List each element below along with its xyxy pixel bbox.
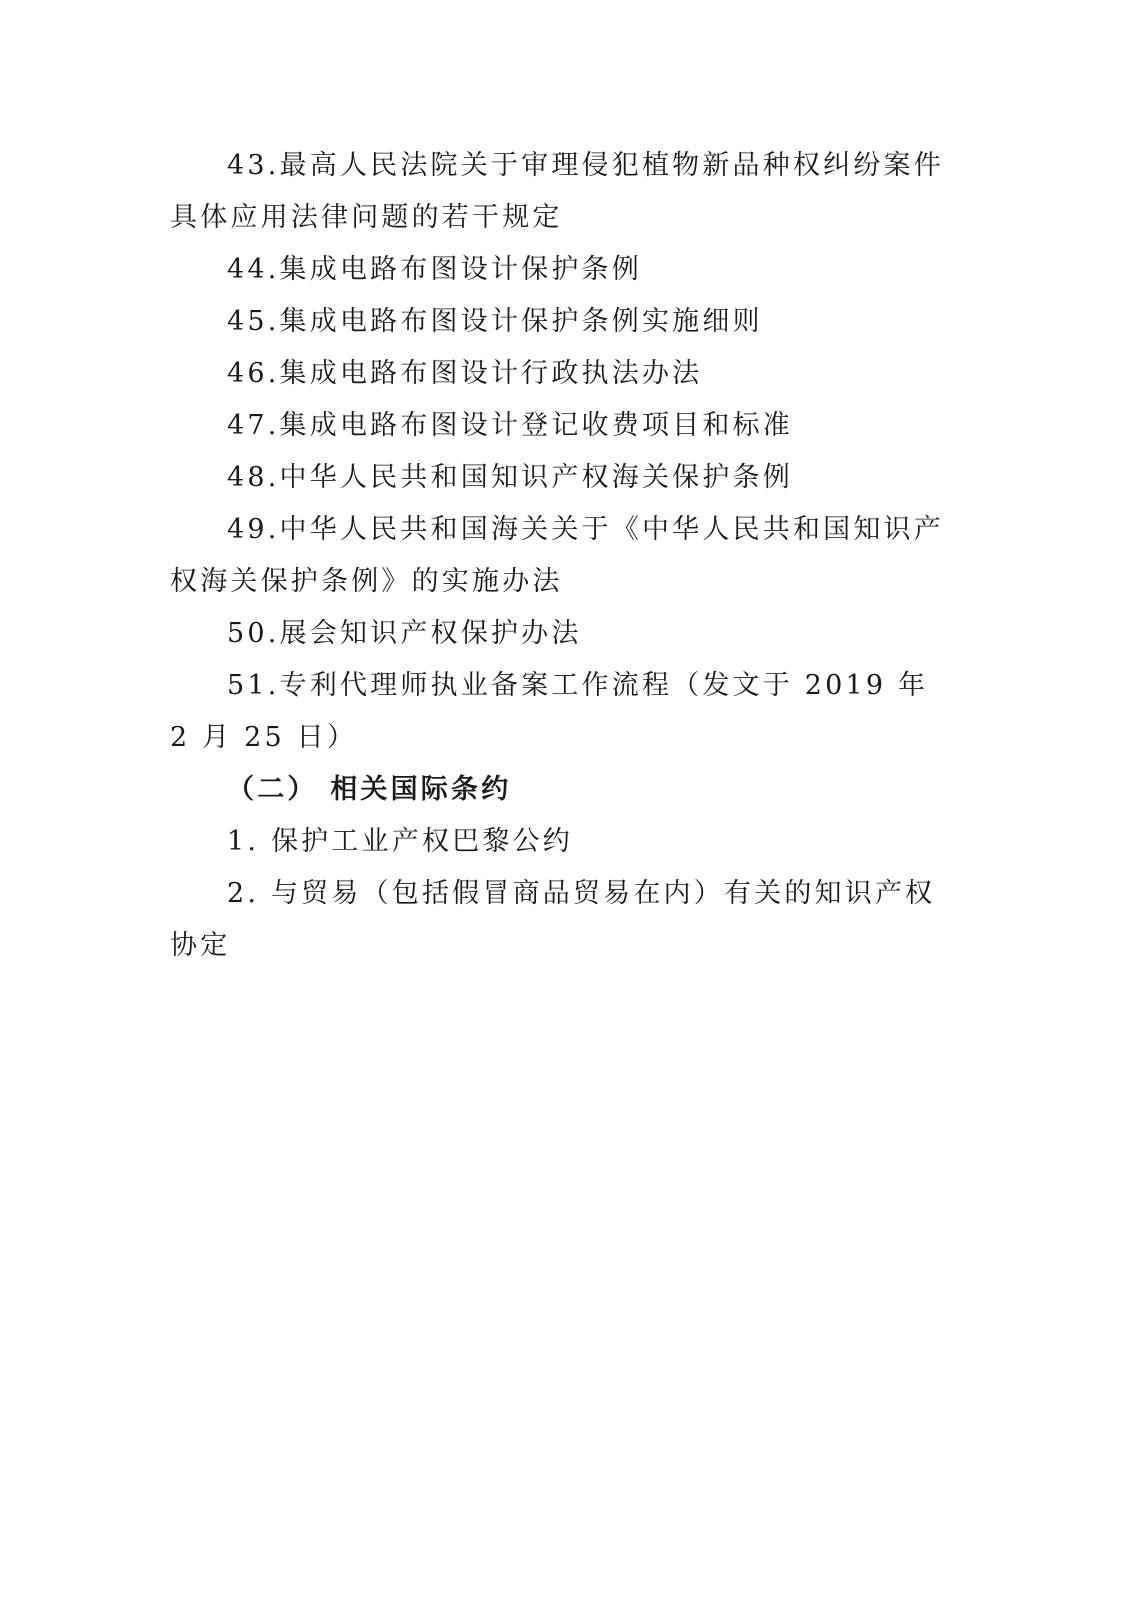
list-item-44: 44.集成电路布图设计保护条例 xyxy=(227,254,642,285)
list-item-50: 50.展会知识产权保护办法 xyxy=(227,618,582,649)
list-item-47: 47.集成电路布图设计登记收费项目和标准 xyxy=(227,410,793,441)
treaty-item-2: 2. 与贸易（包括假冒商品贸易在内）有关的知识产权协定 xyxy=(170,878,936,961)
list-item-48: 48.中华人民共和国知识产权海关保护条例 xyxy=(227,462,793,493)
list-item-46: 46.集成电路布图设计行政执法办法 xyxy=(227,358,703,389)
list-item-45: 45.集成电路布图设计保护条例实施细则 xyxy=(227,306,763,337)
list-item-43: 43.最高人民法院关于审理侵犯植物新品种权纠纷案件具体应用法律问题的若干规定 xyxy=(170,150,944,233)
list-item-51: 51.专利代理师执业备案工作流程（发文于 2019 年 2 月 25 日） xyxy=(170,670,929,753)
list-item-49: 49.中华人民共和国海关关于《中华人民共和国知识产权海关保护条例》的实施办法 xyxy=(170,514,944,597)
document-page xyxy=(170,140,945,972)
treaty-item-1: 1. 保护工业产权巴黎公约 xyxy=(227,826,573,857)
section-heading-international-treaties: （二） 相关国际条约 xyxy=(227,774,512,805)
